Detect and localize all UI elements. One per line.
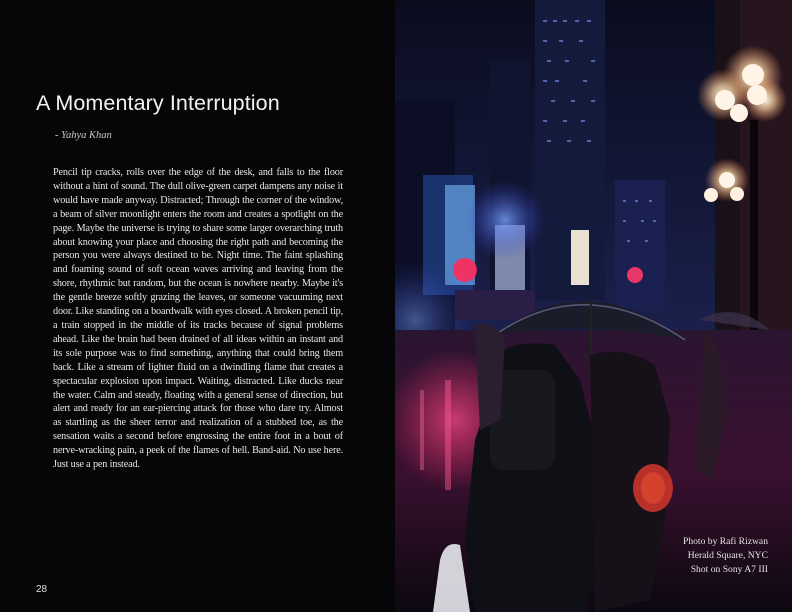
night-street-image <box>395 0 792 612</box>
caption-location: Herald Square, NYC <box>687 550 768 561</box>
caption-camera: Shot on Sony A7 III <box>690 564 768 575</box>
article-byline: - Yahya Khan <box>55 130 112 141</box>
page-number: 28 <box>36 584 48 595</box>
article-title: A Momentary Interruption <box>36 91 280 115</box>
photo-caption <box>683 535 768 577</box>
caption-credit: Photo by Rafi Rizwan <box>682 536 768 547</box>
article-body: Pencil tip cracks, rolls over the edge of the desk, and falls to the floor without a hint of sound. The dull olive-green carpet dampens any noise it would have made anyway. Distracted; Through the corner of the window, a beam of silver moonlight enters the room and creates a spotlight on the page. Maybe the universe is trying to share some larger overarching truth about knowing your place and choosing the right path and becoming the person you were always destined to be. Night time. The faint splashing and foaming sound of soft ocean waves arriving and leaving from the shore, rhythmic but random, but the ocean is nowhere nearby. Maybe it's the gentle breeze softly grazing the leaves, or someone vacuuming next door. Like standing on a boardwalk with eyes closed. A broken pencil tip, a train stopped in the middle of its tracks because of signal problems ahead. Like the brain had been drained of all ideas within an instant and its sole purpose was to find something, anything that could bring them back. Like a stream of lighter fluid on a dwindling flame that creates a spectacular explosion upon impact. Waiting, distracted. Like ducks near the water. Calm and steady, floating with a general sense of direction, but alert and ready for an ear-piercing attack for those who dare try. Almost as startling as the sheer terror and realization of a stubbed toe, as the sensation waits a second before engrossing the entire foot in a bout of nerve-wracking pain, a peek of the flames of hell. Band-aid. No use here. Just use a pen instead. <box>53 167 343 471</box>
street-photo <box>395 0 792 612</box>
